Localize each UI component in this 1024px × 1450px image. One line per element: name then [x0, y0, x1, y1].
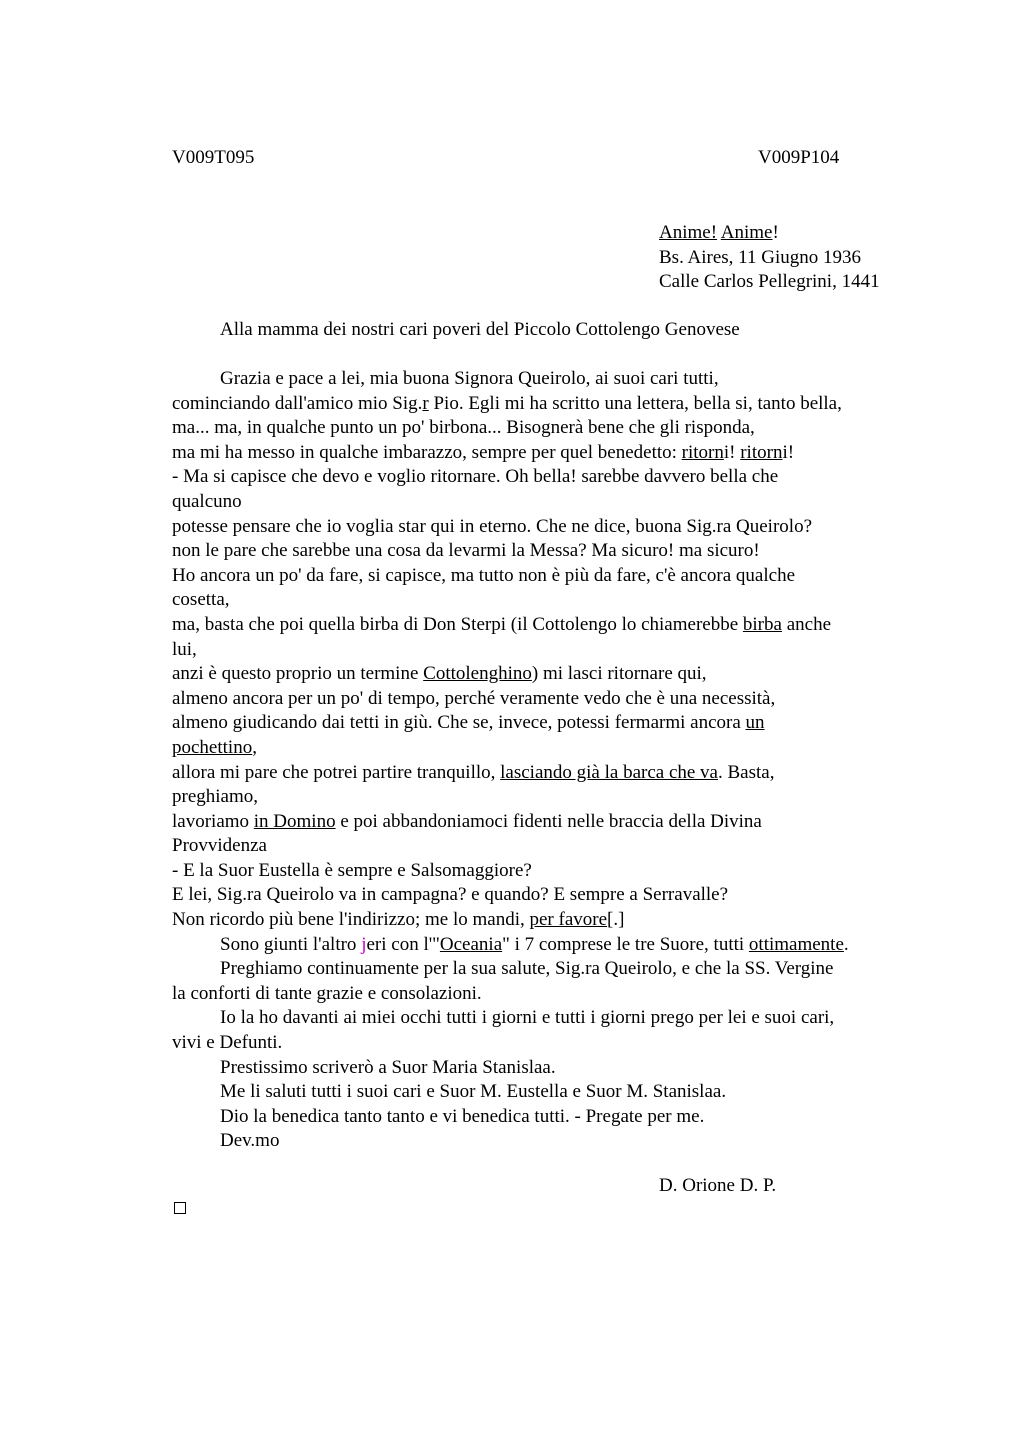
underlined-text: ritorn [681, 441, 724, 463]
letter-line: ma... ma, in qualche punto un po' birbona... Bisognerà bene che gli risponda, [172, 417, 755, 439]
text-run: . Basta, [718, 761, 775, 783]
street-address: Calle Carlos Pellegrini, 1441 [659, 271, 880, 293]
signature: D. Orione D. P. [659, 1175, 777, 1196]
end-mark-box-icon [174, 1202, 186, 1214]
underlined-text: birba [742, 613, 782, 635]
text-run: [.] [607, 909, 625, 931]
document-code-right: V009P104 [758, 147, 840, 168]
underlined-text: pochettino [172, 736, 253, 758]
letter-line [172, 441, 849, 466]
letter-line: Grazia e pace a lei, mia buona Signora Queirolo, ai suoi cari tutti, [220, 368, 719, 389]
letter-line [172, 908, 849, 933]
highlighted-letter: j [361, 933, 367, 955]
motto-punct: ! [772, 222, 779, 243]
letter-line: Ho ancora un po' da fare, si capisce, ma tutto non è più da fare, c'è ancora qualche [172, 564, 796, 586]
letter-line: cosetta, [172, 589, 230, 611]
text-run: i! [782, 441, 795, 463]
letter-line: - E la Suor Eustella è sempre e Salsomaggiore? [172, 859, 532, 881]
text-run: ma, basta che poi quella birba di Don Sterpi (il Cottolengo lo chiamerebbe [172, 613, 743, 635]
letter-line: Io la ho davanti ai miei occhi tutti i giorni e tutti i giorni prego per lei e suoi cari, [220, 1007, 835, 1029]
letter-line [172, 810, 849, 835]
text-run: almeno giudicando dai tetti in giù. Che se, invece, potessi fermarmi ancora [172, 712, 746, 734]
text-run: i! [723, 441, 741, 463]
letter-line [172, 761, 849, 786]
underlined-text: lasciando già la barca che va [500, 761, 718, 783]
letter-line: Me li saluti tutti i suoi cari e Suor M. Eustella e Suor M. Stanislaa. [220, 1081, 727, 1103]
letter-line: potesse pensare che io voglia star qui in eterno. Che ne dice, buona Sig.ra Queirolo? [172, 515, 812, 537]
letter-line: Dev.mo [220, 1130, 280, 1152]
motto-word: Anime [720, 222, 773, 243]
text-run: e poi abbandoniamoci fidenti nelle braccia della Divina [335, 810, 762, 832]
letter-line: E lei, Sig.ra Queirolo va in campagna? e quando? E sempre a Serravalle? [172, 884, 729, 906]
letter-line: qualcuno [172, 490, 242, 512]
text-run: eri con l'" [366, 933, 440, 955]
letter-line: vivi e Defunti. [172, 1032, 283, 1054]
underlined-text: in Domino [253, 810, 336, 832]
letter-line [172, 711, 849, 736]
letter-line: lui, [172, 638, 197, 660]
text-run: Pio. Egli mi ha scritto una lettera, bella si, tanto bella, [428, 392, 842, 414]
dateline-block [659, 221, 880, 295]
motto-line [659, 221, 880, 246]
text-run: , [252, 736, 257, 758]
place-date: Bs. Aires, 11 Giugno 1936 [659, 246, 861, 268]
letter-line [172, 736, 849, 761]
letter-line: preghiamo, [172, 786, 259, 808]
letter-line [172, 662, 849, 687]
letter-line [172, 392, 849, 417]
underlined-text: ritorn [740, 441, 783, 463]
text-run: lavoriamo [172, 810, 254, 832]
letter-line [172, 613, 849, 638]
underlined-text: Oceania [439, 933, 503, 955]
document-code-left: V009T095 [172, 147, 255, 168]
text-run: . [843, 933, 849, 955]
text-run: ma mi ha messo in qualche imbarazzo, sempre per quel benedetto: [172, 441, 682, 463]
addressee-line: Alla mamma dei nostri cari poveri del Piccolo Cottolengo Genovese [220, 319, 740, 340]
underlined-text: Cottolenghino [423, 663, 532, 685]
underlined-text: per favore [529, 909, 608, 931]
letter-body [172, 367, 849, 1154]
text-run: Sono giunti l'altro [220, 933, 362, 955]
motto-word: Anime! [659, 222, 718, 243]
text-run: anche [781, 613, 832, 635]
letter-line: la conforti di tante grazie e consolazioni. [172, 982, 482, 1004]
letter-line: - Ma si capisce che devo e voglio ritornare. Oh bella! sarebbe davvero bella che [172, 466, 779, 488]
letter-line: Preghiamo continuamente per la sua salute, Sig.ra Queirolo, e che la SS. Vergine [220, 958, 834, 980]
text-run: allora mi pare che potrei partire tranquillo, [172, 761, 501, 783]
letter-line: Dio la benedica tanto tanto e vi benedica tutti. - Pregate per me. [220, 1105, 705, 1127]
text-run: cominciando dall'amico mio Sig. [172, 392, 423, 414]
text-run: anzi è questo proprio un termine [172, 663, 424, 685]
letter-line: Prestissimo scriverò a Suor Maria Stanislaa. [220, 1056, 556, 1078]
letter-line: non le pare che sarebbe una cosa da levarmi la Messa? Ma sicuro! ma sicuro! [172, 540, 760, 562]
text-run: ) mi lasci ritornare qui, [531, 663, 707, 685]
letter-line: Provvidenza [172, 835, 267, 857]
letter-line: almeno ancora per un po' di tempo, perché veramente vedo che è una necessità, [172, 687, 776, 709]
letter-line [172, 933, 849, 958]
underlined-text: un [745, 712, 765, 734]
underlined-text: ottimamente [748, 933, 844, 955]
text-run: " i 7 comprese le tre Suore, tutti [502, 933, 749, 955]
text-run: Non ricordo più bene l'indirizzo; me lo mandi, [172, 909, 530, 931]
underlined-text: r [422, 392, 429, 414]
